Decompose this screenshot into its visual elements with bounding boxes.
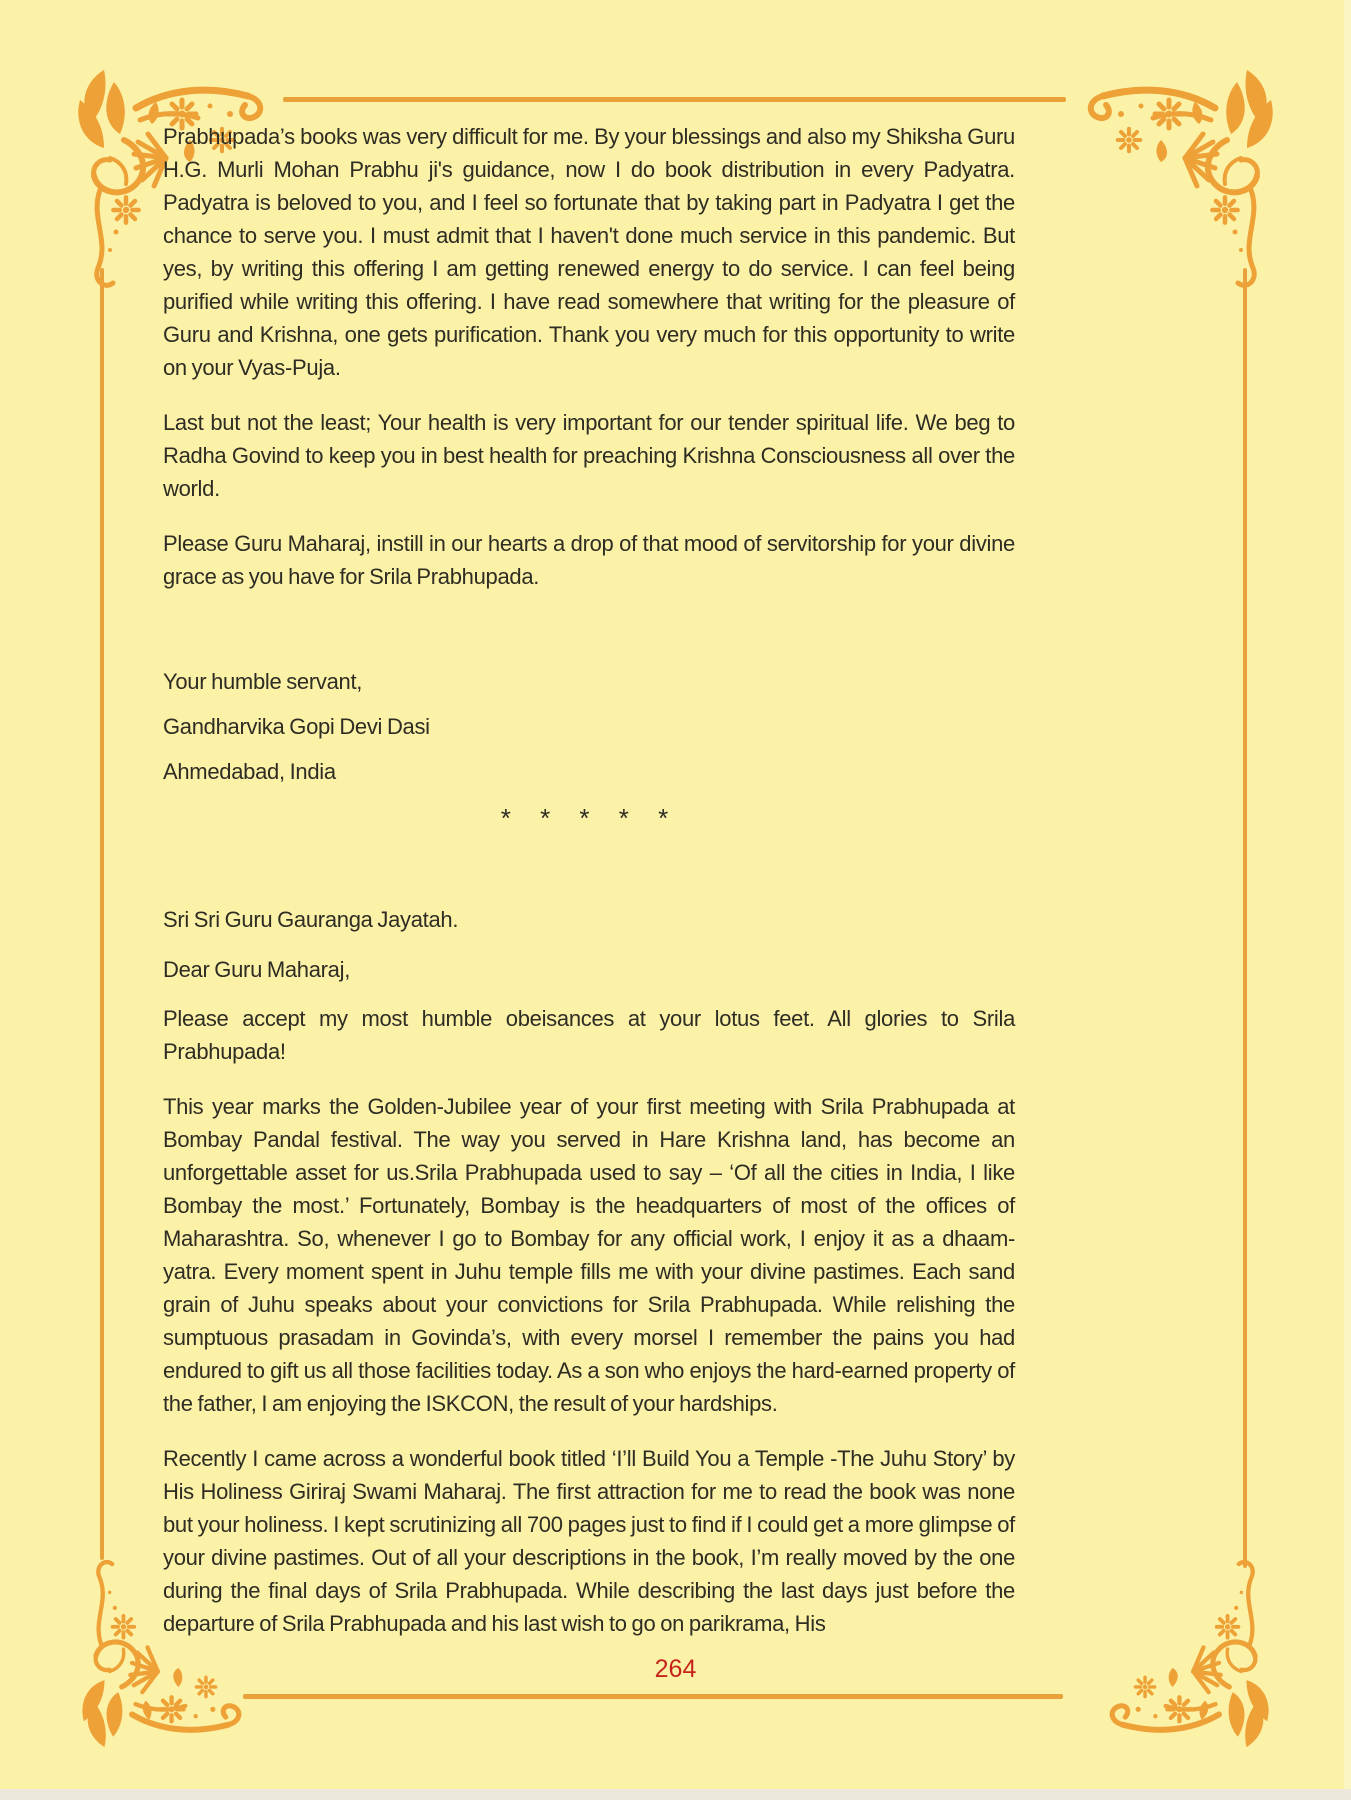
letter-paragraph: This year marks the Golden-Jubilee year of your first meeting with Srila Prabhupada at Bombay Pandal festival. The way you served in Hare Krishna land, has become an unforgettable asset for us.Srila Prabhupada used to say – ‘Of all the cities in India, I like Bombay the most.’ Fortunately, Bombay is the headquarters of most of the offices of Maharashtra. So, whenever I go to Bombay for any official work, I enjoy it as a dhaam-yatra. Every moment spent in Juhu temple fills me with your divine pastimes. Each sand grain of Juhu speaks about your convictions for Srila Prabhupada. While relishing the sumptuous prasadam in Govinda’s, with every morsel I remember the pains you had endured to gift us all those facilities today. As a son who enjoys the hard-earned property of the father, I am enjoying the ISKCON, the result of your hardships. [163, 1094, 1015, 1416]
signature-closing: Your humble servant, [163, 669, 363, 694]
border-line-top [283, 97, 1066, 102]
separator-stars: * * * * * [500, 803, 678, 833]
letter-paragraph: Last but not the least; Your health is very important for our tender spiritual life. We beg to Radha Govind to keep you in best health for preaching Krishna Consciousness all over the world. [163, 410, 1015, 501]
corner-ornament-top-right-icon [1056, 62, 1281, 297]
letter-paragraph: Prabhupada’s books was very difficult for me. By your blessings and also my Shiksha Guru H.G. Murli Mohan Prabhu ji's guidance, now I do book distribution in every Padyatra. Padyatra is beloved to you, and I feel so fortunate that by taking part in Padyatra I get the chance to serve you. I must admit that I haven't done much service in this pandemic. But yes, by writing this offering I am getting renewed energy to do service. I can feel being purified while writing this offering. I have read somewhere that writing for the pleasure of Guru and Krishna, one gets purification. Thank you very much for this opportunity to write on your Vyas-Puja. [163, 124, 1015, 380]
page-edge-right [1344, 0, 1351, 1789]
border-line-left [100, 268, 104, 1560]
page-body-text [163, 120, 1015, 1640]
page-edge-bottom [0, 1789, 1351, 1800]
corner-ornament-bottom-right-icon [1081, 1552, 1277, 1754]
signature-name: Gandharvika Gopi Devi Dasi [163, 714, 430, 739]
letter-paragraph: Please accept my most humble obeisances at your lotus feet. All glories to Srila Prabhupada! [163, 1006, 1015, 1064]
salutation-line: Dear Guru Maharaj, [163, 957, 351, 982]
border-line-bottom [243, 1694, 1063, 1699]
invocation-line: Sri Sri Guru Gauranga Jayatah. [163, 907, 459, 932]
letter-paragraph: Recently I came across a wonderful book titled ‘I’ll Build You a Temple -The Juhu Story’ by His Holiness Giriraj Swami Maharaj. The first attraction for me to read the book was none but your holiness. I kept scrutinizing all 700 pages just to find if I could get a more glimpse of your divine pastimes. Out of all your descriptions in the book, I’m really moved by the one during the final days of Srila Prabhupada. While describing the last days just before the departure of Srila Prabhupada and his last wish to go on parikrama, His [163, 1446, 1015, 1636]
signature-location: Ahmedabad, India [163, 759, 336, 784]
border-line-right [1243, 268, 1247, 1568]
letter-paragraph: Please Guru Maharaj, instill in our hearts a drop of that mood of servitorship for your divine grace as you have for Srila Prabhupada. [163, 531, 1015, 589]
page-number: 264 [654, 1655, 697, 1683]
